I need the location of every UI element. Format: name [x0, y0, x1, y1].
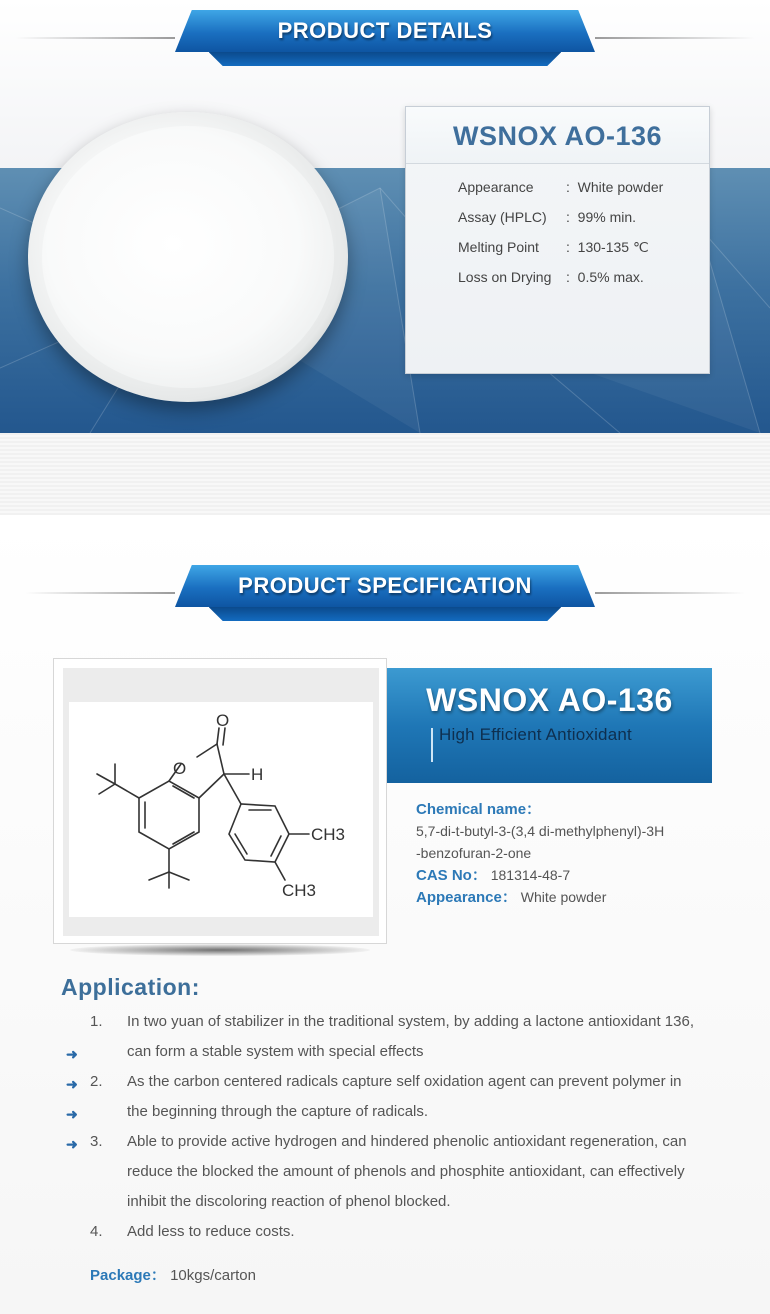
chemical-structure-frame — [53, 658, 387, 944]
ribbon-left-line — [15, 37, 175, 39]
appearance-row — [416, 886, 746, 908]
app-item-text: As the carbon centered radicals capture self oxidation agent can prevent polymer in — [127, 1073, 682, 1090]
cas-label: CAS No： — [416, 867, 487, 884]
app-item-text: can form a stable system with special effects — [127, 1043, 424, 1060]
app-item-text: reduce the blocked the amount of phenols and phosphite antioxidant, can effectively — [127, 1163, 685, 1180]
ribbon-right-line — [595, 37, 755, 39]
app-item-number: 3. — [90, 1133, 103, 1150]
appearance-label: Appearance： — [416, 889, 517, 906]
specification-ribbon-title: PRODUCT SPECIFICATION — [238, 573, 532, 598]
details-bottom-texture — [0, 433, 770, 515]
spec-row-loss-on-drying — [458, 269, 663, 299]
product-spec-card — [405, 106, 710, 374]
spec-separator: : — [566, 269, 570, 285]
spec-separator: : — [566, 209, 570, 225]
chemical-structure-diagram — [69, 702, 373, 917]
cas-row — [416, 864, 746, 886]
arrow-icon: ➜ — [66, 1106, 78, 1122]
hydrogen-label: H — [251, 765, 264, 784]
package-row — [90, 1264, 256, 1285]
product-details-section — [0, 0, 770, 515]
package-value: 10kgs/carton — [170, 1267, 256, 1284]
app-item-text: inhibit the discoloring reaction of phenol blocked. — [127, 1193, 451, 1210]
structure-canvas — [69, 702, 373, 917]
spec-separator: : — [566, 179, 570, 195]
spec-row-assay — [458, 209, 663, 239]
methyl-label-2: CH3 — [282, 881, 317, 900]
oxygen-ring-label: O — [173, 759, 187, 778]
spec-key: Appearance — [458, 179, 534, 195]
spec-list — [458, 179, 663, 299]
product-subtitle: High Efficient Antioxidant — [439, 725, 632, 744]
details-ribbon — [175, 10, 595, 70]
arrow-icon: ➜ — [66, 1136, 78, 1152]
arrow-icon: ➜ — [66, 1076, 78, 1092]
appearance-value: White powder — [520, 889, 607, 905]
ribbon-left-line — [25, 592, 175, 594]
spec-value — [566, 179, 663, 209]
ribbon-underside — [209, 607, 562, 621]
powder-surface — [42, 126, 334, 388]
package-label: Package： — [90, 1267, 166, 1284]
spec-card-title: WSNOX AO-136 — [406, 107, 709, 164]
powder-dish-image — [28, 112, 348, 402]
details-ribbon-title: PRODUCT DETAILS — [277, 18, 493, 43]
spec-value — [566, 239, 649, 269]
app-item-number: 1. — [90, 1013, 103, 1030]
chemical-name-line-1: 5,7-di-t-butyl-3-(3,4 di-methylphenyl)-3H — [416, 823, 665, 839]
oxygen-carbonyl-label: O — [216, 711, 230, 730]
app-item-text: the beginning through the capture of radicals. — [127, 1103, 429, 1120]
spec-value-text: 99% min. — [577, 209, 637, 225]
app-item-number: 2. — [90, 1073, 103, 1090]
spec-key: Melting Point — [458, 239, 539, 255]
chemical-name-line-2: -benzofuran-2-one — [416, 845, 532, 861]
arrow-icon: ➜ — [66, 1046, 78, 1062]
product-name-panel — [387, 668, 712, 783]
ribbon-right-line — [595, 592, 745, 594]
spec-row-appearance — [458, 179, 663, 209]
spec-row-melting-point — [458, 239, 663, 269]
structure-drop-shadow — [70, 944, 370, 956]
spec-value-text: 0.5% max. — [577, 269, 644, 285]
app-item-text: Able to provide active hydrogen and hindered phenolic antioxidant regeneration, can — [127, 1133, 687, 1150]
application-heading: Application: — [61, 974, 200, 1000]
spec-key: Assay (HPLC) — [458, 209, 547, 225]
app-item-text: Add less to reduce costs. — [127, 1223, 295, 1240]
spec-value-text: 130-135 ℃ — [577, 239, 649, 255]
spec-key: Loss on Drying — [458, 269, 552, 285]
methyl-label-1: CH3 — [311, 825, 346, 844]
cas-value: 181314-48-7 — [490, 867, 571, 883]
chemical-name-label-row — [416, 798, 746, 820]
chemical-properties — [416, 798, 746, 908]
app-item-text: In two yuan of stabilizer in the traditional system, by adding a lactone antioxidant 136, — [127, 1013, 695, 1030]
spec-value — [566, 209, 636, 239]
ribbon-underside — [209, 52, 562, 66]
product-name-heading: WSNOX AO-136 — [426, 682, 673, 718]
spec-value — [566, 269, 644, 299]
subtitle-divider — [431, 728, 433, 762]
specification-ribbon — [175, 565, 595, 625]
chemical-name-label: Chemical name： — [416, 801, 542, 818]
spec-separator: : — [566, 239, 570, 255]
app-item-number: 4. — [90, 1223, 103, 1240]
structure-background — [63, 668, 379, 936]
spec-value-text: White powder — [577, 179, 664, 195]
